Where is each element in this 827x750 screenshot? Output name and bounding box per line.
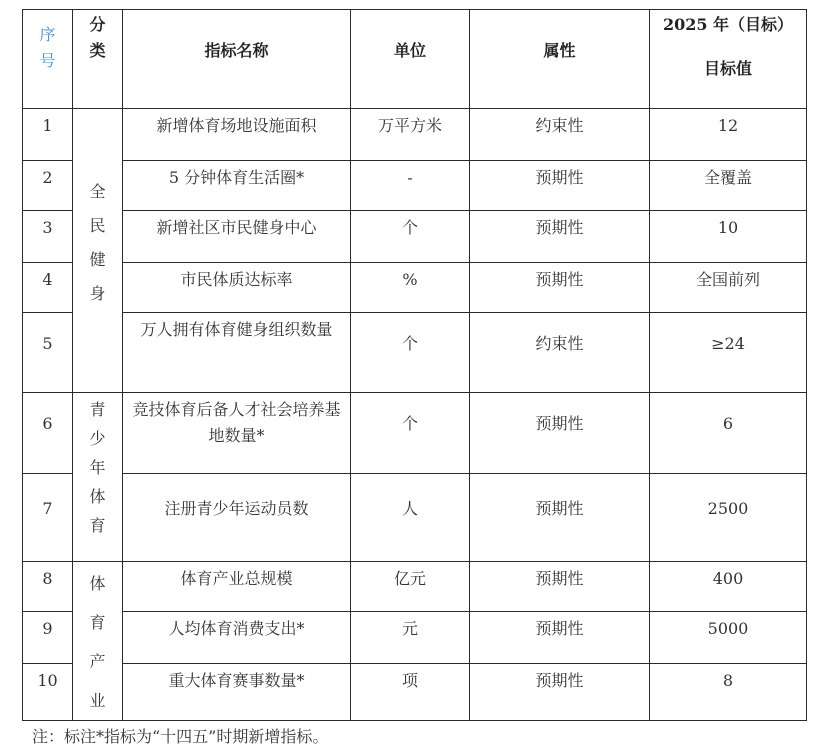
table-row (23, 313, 807, 393)
table-row (23, 263, 807, 313)
header-category: 分类 (73, 10, 123, 109)
cell-category-industry (73, 562, 123, 721)
cell-attribute: 预期性 (470, 612, 650, 663)
cell-target: 全国前列 (650, 263, 807, 313)
cell-seq: 5 (23, 313, 73, 393)
cell-seq: 9 (23, 612, 73, 663)
cell-attribute: 约束性 (470, 109, 650, 161)
cell-category-fitness (73, 109, 123, 393)
cell-indicator: 新增体育场地设施面积 (123, 109, 351, 161)
cell-unit: - (351, 161, 470, 211)
footnote: 注：标注*指标为“十四五”时期新增指标。 (32, 727, 329, 746)
table-row (23, 161, 807, 211)
cell-unit: 个 (351, 313, 470, 393)
cell-attribute: 预期性 (470, 663, 650, 720)
cell-attribute: 预期性 (470, 474, 650, 562)
cell-unit: 个 (351, 211, 470, 263)
cell-indicator: 重大体育赛事数量* (123, 663, 351, 720)
header-unit: 单位 (351, 10, 470, 109)
cell-attribute: 预期性 (470, 393, 650, 474)
category-label: 青少年体育 (89, 400, 106, 535)
cell-category-youth (73, 393, 123, 562)
cell-attribute: 约束性 (470, 313, 650, 393)
cell-indicator: 人均体育消费支出* (123, 612, 351, 663)
table-row (23, 612, 807, 663)
header-target-year: 2025 年（目标） (662, 15, 794, 34)
cell-target: 2500 (650, 474, 807, 562)
cell-attribute: 预期性 (470, 562, 650, 612)
header-target (650, 10, 807, 109)
cell-unit: % (351, 263, 470, 313)
header-row (23, 10, 807, 109)
cell-seq: 2 (23, 161, 73, 211)
cell-target: 12 (650, 109, 807, 161)
header-target-value: 目标值 (703, 59, 752, 78)
cell-indicator: 竞技体育后备人才社会培养基地数量* (123, 393, 351, 474)
cell-target: 400 (650, 562, 807, 612)
cell-seq: 3 (23, 211, 73, 263)
cell-seq: 10 (23, 663, 73, 720)
cell-unit: 个 (351, 393, 470, 474)
cell-unit: 万平方米 (351, 109, 470, 161)
cell-attribute: 预期性 (470, 263, 650, 313)
table-row (23, 562, 807, 612)
header-indicator: 指标名称 (123, 10, 351, 109)
cell-attribute: 预期性 (470, 161, 650, 211)
indicator-table (22, 9, 807, 721)
cell-unit: 项 (351, 663, 470, 720)
table-row (23, 663, 807, 720)
table-row (23, 393, 807, 474)
cell-unit: 亿元 (351, 562, 470, 612)
cell-target: 5000 (650, 612, 807, 663)
cell-target: ≥24 (650, 313, 807, 393)
table-row (23, 211, 807, 263)
header-seq: 序号 (23, 10, 73, 109)
cell-indicator: 新增社区市民健身中心 (123, 211, 351, 263)
cell-indicator: 万人拥有体育健身组织数量 (123, 313, 351, 393)
cell-target: 6 (650, 393, 807, 474)
cell-target: 全覆盖 (650, 161, 807, 211)
cell-unit: 人 (351, 474, 470, 562)
cell-seq: 1 (23, 109, 73, 161)
cell-target: 8 (650, 663, 807, 720)
cell-indicator: 市民体质达标率 (123, 263, 351, 313)
cell-attribute: 预期性 (470, 211, 650, 263)
category-label: 体育产业 (89, 574, 106, 710)
table-row (23, 109, 807, 161)
cell-seq: 7 (23, 474, 73, 562)
cell-indicator: 5 分钟体育生活圈* (123, 161, 351, 211)
cell-target: 10 (650, 211, 807, 263)
cell-seq: 6 (23, 393, 73, 474)
cell-indicator: 体育产业总规模 (123, 562, 351, 612)
header-attribute: 属性 (470, 10, 650, 109)
cell-seq: 4 (23, 263, 73, 313)
cell-seq: 8 (23, 562, 73, 612)
table-row (23, 474, 807, 562)
cell-unit: 元 (351, 612, 470, 663)
category-label: 全民健身 (89, 182, 106, 303)
cell-indicator: 注册青少年运动员数 (123, 474, 351, 562)
